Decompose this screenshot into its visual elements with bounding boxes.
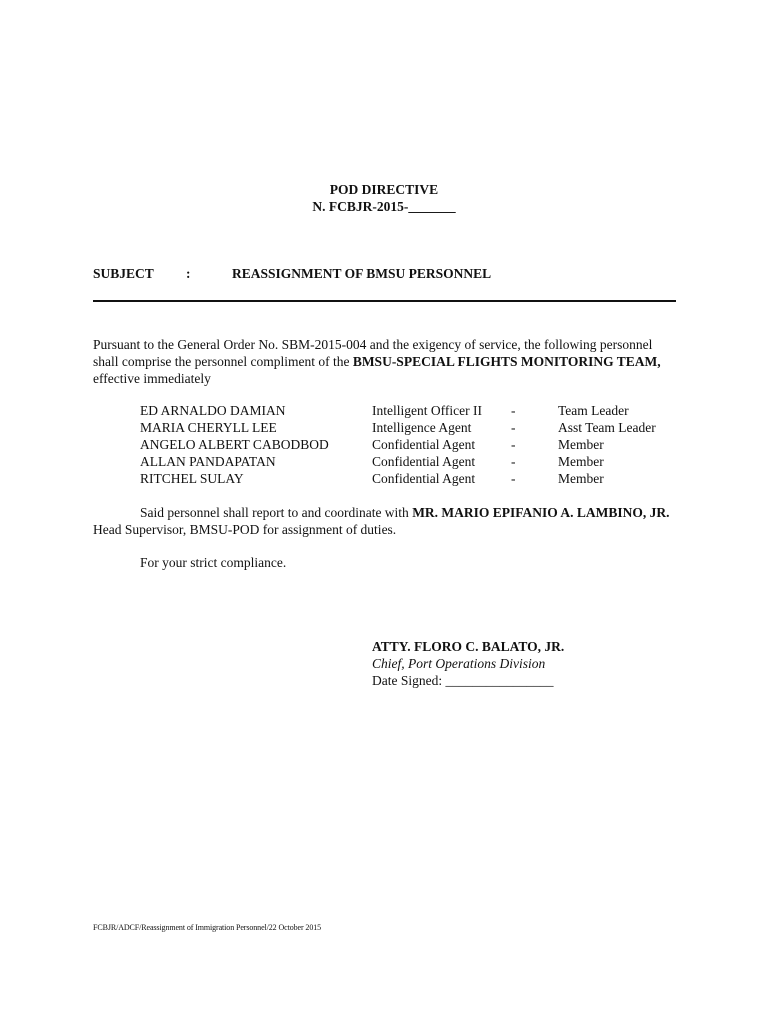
signatory-title: Chief, Port Operations Division <box>372 656 546 671</box>
personnel-position: Intelligence Agent <box>372 420 472 435</box>
personnel-row <box>0 454 768 471</box>
report-text-1: Said personnel shall report to and coordinate with <box>140 505 413 520</box>
personnel-dash: - <box>511 437 516 452</box>
personnel-dash: - <box>511 454 516 469</box>
personnel-row <box>0 403 768 420</box>
subject-label: SUBJECT <box>93 266 154 281</box>
signatory-name: ATTY. FLORO C. BALATO, JR. <box>372 639 565 654</box>
personnel-name: MARIA CHERYLL LEE <box>140 420 277 435</box>
personnel-role: Member <box>558 471 604 486</box>
intro-text-1: Pursuant to the General Order No. SBM-2015-004 and the exigency of service, the following personnel shall comprise the personnel compliment of the <box>93 337 653 369</box>
date-signed-line: Date Signed: ________________ <box>372 673 554 688</box>
directive-title: POD DIRECTIVE <box>329 182 439 197</box>
closing-line: For your strict compliance. <box>140 555 287 570</box>
report-text-2: Head Supervisor, BMSU-POD for assignment of duties. <box>93 522 397 537</box>
personnel-position: Confidential Agent <box>372 471 476 486</box>
report-supervisor-name: MR. MARIO EPIFANIO A. LAMBINO, JR. <box>412 505 670 520</box>
intro-text-2: effective immediately <box>93 371 211 386</box>
personnel-role: Team Leader <box>558 403 629 418</box>
intro-team-name: BMSU-SPECIAL FLIGHTS MONITORING TEAM, <box>352 354 661 369</box>
personnel-row <box>0 437 768 454</box>
personnel-dash: - <box>511 471 516 486</box>
personnel-role: Member <box>558 454 604 469</box>
document-footer: FCBJR/ADCF/Reassignment of Immigration Personnel/22 October 2015 <box>93 923 322 932</box>
personnel-dash: - <box>511 420 516 435</box>
personnel-row <box>0 420 768 437</box>
subject-divider <box>93 300 676 302</box>
personnel-role: Member <box>558 437 604 452</box>
personnel-name: ALLAN PANDAPATAN <box>140 454 276 469</box>
personnel-position: Intelligent Officer II <box>372 403 482 418</box>
directive-number: N. FCBJR-2015-_______ <box>312 199 456 214</box>
intro-paragraph <box>93 336 676 387</box>
subject-text: REASSIGNMENT OF BMSU PERSONNEL <box>232 266 492 281</box>
personnel-role: Asst Team Leader <box>558 420 656 435</box>
personnel-dash: - <box>511 403 516 418</box>
personnel-name: ED ARNALDO DAMIAN <box>140 403 286 418</box>
personnel-row <box>0 471 768 488</box>
personnel-position: Confidential Agent <box>372 454 476 469</box>
personnel-name: ANGELO ALBERT CABODBOD <box>140 437 329 452</box>
subject-colon: : <box>186 266 191 281</box>
report-paragraph <box>93 504 676 538</box>
personnel-name: RITCHEL SULAY <box>140 471 244 486</box>
personnel-position: Confidential Agent <box>372 437 476 452</box>
